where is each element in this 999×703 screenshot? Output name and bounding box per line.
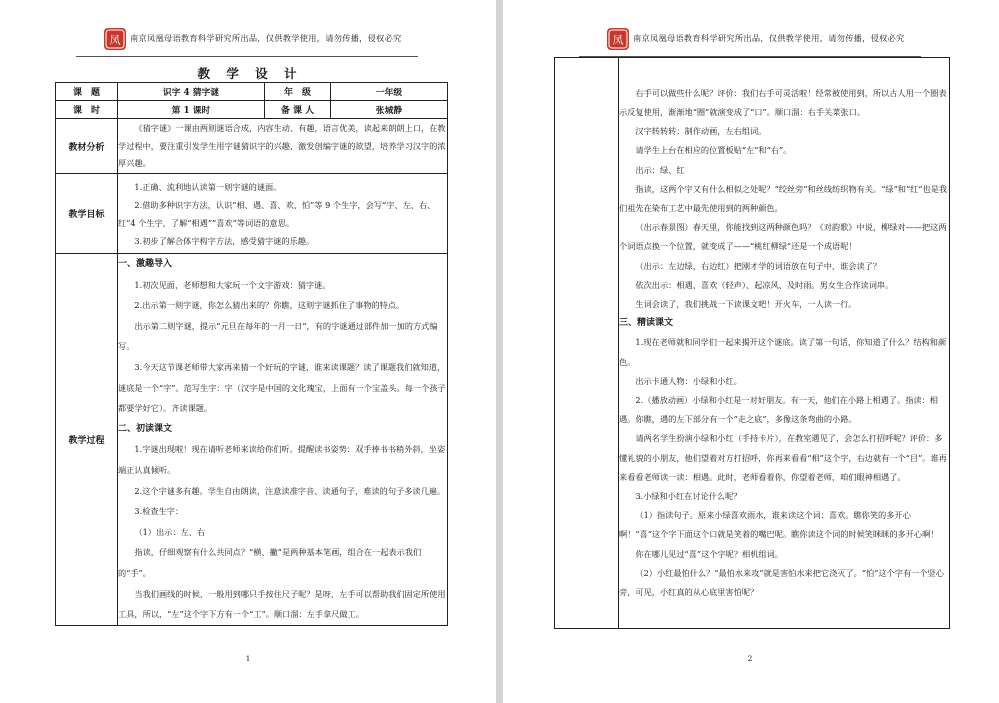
header-text: 南京凤凰母语教育科学研究所出品，仅供教学使用，请勿传播，侵权必究: [633, 33, 905, 43]
analysis-text: 《猜字谜》一课由两则谜语合成，内容生动、有趣，语言优美，读起来朗朗上口，在教学过程中，要注重引发学生用字谜猜识字的兴趣，激发创编字谜的欲望，培养学习汉字的浓厚兴趣。: [118, 123, 446, 169]
process-paragraph: 指读，仔细观察有什么共同点？“横、撇”是两种基本笔画，组合在一起表示我们的“手”。: [118, 547, 422, 578]
process-paragraph: （2）小红最怕什么？“最怕水来攻”就是害怕水来把它浇灭了。“怕”这个字有一个竖心旁，可见，小红真的从心底里害怕呢？: [619, 567, 944, 598]
seal-char: 凤: [612, 33, 624, 47]
row-course: [56, 83, 448, 101]
process-paragraph: （出示：左边绿，右边红）把刚才学的词语放在句子中，谁会读了？: [635, 260, 882, 271]
grade-label: 年 级: [265, 83, 331, 101]
process-paragraph: 请两名学生扮演小绿和小红（手持卡片），在教室遇见了，会怎么打招呼呢？评价：多懂礼貌的小朋友，他们望着对方打招呼，你再来看看“相”这个字，右边就有一个“目”。谁再来看看老师读一读：相遇。此时，老师看着你，你望着老师，咱们眼神相遇了。: [619, 433, 947, 482]
period-value: 第 1 课时: [118, 101, 265, 119]
goal-item: 1.正确、流利地认读第一则字谜的谜面。: [134, 182, 282, 192]
process-paragraph: （出示春景图）春天里，你能找到这两种颜色吗？《对韵歌》中说，柳绿对——把这两个词语点换一个位置，就变成了——“桃红柳绿”还是一个成语呢！: [619, 222, 947, 252]
process-paragraph: 3.小绿和小红在讨论什么呢？: [635, 491, 742, 502]
lesson-table: [55, 82, 448, 626]
row-process-continued: [555, 58, 950, 629]
row-goals: [56, 174, 448, 254]
process-paragraph: 1.初次见面，老师想和大家玩一个文字游戏：猜字谜。: [134, 279, 331, 290]
teacher-value: 张城静: [331, 101, 448, 119]
row-process: [56, 254, 448, 626]
process-paragraph: 出示：绿、红: [635, 164, 685, 175]
page-header: [579, 22, 921, 57]
process-paragraph: 当我们画线的时候，一般用到哪只手按住尺子呢？是呀，左手可以帮助我们固定所使用工具，所以，“左”这个字下方有一个“工”。顺口溜：左手拿尺做工。: [118, 588, 446, 620]
analysis-label: 教材分析: [56, 119, 118, 174]
page-number: 1: [245, 654, 251, 663]
process-paragraph: 2.（播放动画）小绿和小红是一对好朋友。有一天，他们在小路上相遇了。指读：相遇。你瞧，遇的左下部分有一个“走之底”，多像这条弯曲的小路。: [619, 395, 938, 425]
section-heading: 三、精读课文: [619, 318, 674, 329]
process-paragraph: 1.现在老师就和同学们一起来揭开这个谜底。读了第一句话，你知道了什么？结构和颜色。: [619, 337, 947, 367]
process-paragraph: 你在哪儿见过“喜”这个字呢？相机组词。: [635, 548, 783, 559]
page-header: [76, 22, 418, 57]
publisher-seal-icon: [607, 28, 629, 50]
header-text: 南京凤凰母语教育科学研究所出品，仅供教学使用，请勿传播，侵权必究: [130, 33, 402, 43]
course-value: 识字 4 猜字谜: [118, 83, 265, 101]
section-heading: 二、初读课文: [118, 423, 173, 434]
publisher-seal-icon: [104, 28, 126, 50]
document-page-1: [0, 0, 496, 703]
process-content: [619, 58, 950, 629]
process-paragraph: 依次出示：相遇、喜欢（轻声）、起凉风、及时雨。男女生合作读词串。: [635, 279, 894, 290]
process-content: [118, 254, 448, 626]
period-label: 课 时: [56, 101, 118, 119]
row-period: [56, 101, 448, 119]
process-label-empty: [555, 58, 619, 629]
goals-label: 教学目标: [56, 174, 118, 254]
process-paragraph: 1.字谜出现啦！现在请听老师来读给你们听。提醒读书姿势：双手捧书书稍外斜，坐姿端正认真倾听。: [118, 444, 446, 475]
process-paragraph: 3.检查生字：: [134, 506, 184, 517]
goal-item: 3.初步了解合体字构字方法，感受猜字谜的乐趣。: [134, 236, 315, 246]
process-paragraph: 出示第二则字谜，提示“元旦在每年的一月一日”，有的字谜通过部件加一加的方式编写。: [118, 320, 438, 352]
page-number: 2: [747, 654, 753, 663]
page-gutter: [496, 0, 503, 703]
process-paragraph: （1）出示：左、右: [134, 526, 206, 537]
process-paragraph: 请学生上台在相应的位置板贴“左”和“右”。: [635, 145, 792, 156]
course-label: 课 题: [56, 83, 118, 101]
document-title: 教 学 设 计: [197, 66, 303, 81]
teacher-label: 备 课 人: [265, 101, 331, 119]
goal-item: 2.借助多种识字方法，认识“相、遇、喜、欢、怕”等 9 个生字，会写“字、左、右、红”4 个生字，了解“相遇”“喜欢”等词语的意思。: [118, 200, 436, 228]
process-paragraph: 右手可以做些什么呢？评价：我们右手可灵活啦！经常被使用到，所以古人用一个圈表示反复使用，渐渐地“圈”就演变成了“口”。顺口溜：右手关菜张口。: [619, 87, 947, 117]
process-paragraph: 出示卡通人物：小绿和小红。: [635, 375, 742, 386]
process-paragraph: 2.出示第一则字谜，你怎么猜出来的？你瞧，这则字谜抓住了事物的特点。: [134, 300, 405, 311]
process-paragraph: （1）指读句子。原来小绿喜欢雨水，谁来读这个词：喜欢。瞧你笑的多开心啊！“喜”这个字下面这个口就是笑着的嘴巴呢。瞧你读这个词的时候笑眯眯的多开心啊！: [619, 510, 939, 540]
process-paragraph: 汉字转转转：制作动画，左右组词。: [635, 126, 767, 137]
process-paragraph: 生词会读了，我们挑战一下读课文吧！开火车，一人读一行。: [635, 298, 857, 309]
process-label: 教学过程: [56, 254, 118, 626]
lesson-table-continued: [554, 57, 950, 629]
row-analysis: [56, 119, 448, 174]
process-paragraph: 指读，这两个字又有什么相似之处呢？“绞丝旁”和丝线纺织物有关。“绿”和“红”也是我们祖先在染布工艺中最先使用到的两种颜色。: [619, 183, 948, 213]
section-heading: 一、激趣导入: [118, 259, 173, 269]
seal-char: 凤: [109, 33, 121, 47]
process-paragraph: 3.今天这节课老师带大家再来猜一个好玩的字谜，谁来读课题？读了课题我们就知道，谜底是一个“字”。范写生字：字（汉字是中国的文化瑰宝，上面有一个宝盖头。每一个孩子都要学好它）。齐读课题。: [118, 361, 446, 414]
process-paragraph: 2.这个字谜多有趣。学生自由朗读，注意读准字音、读通句子，难读的句子多读几遍。: [134, 485, 446, 496]
document-page-2: [503, 0, 999, 703]
grade-value: 一年级: [331, 83, 448, 101]
